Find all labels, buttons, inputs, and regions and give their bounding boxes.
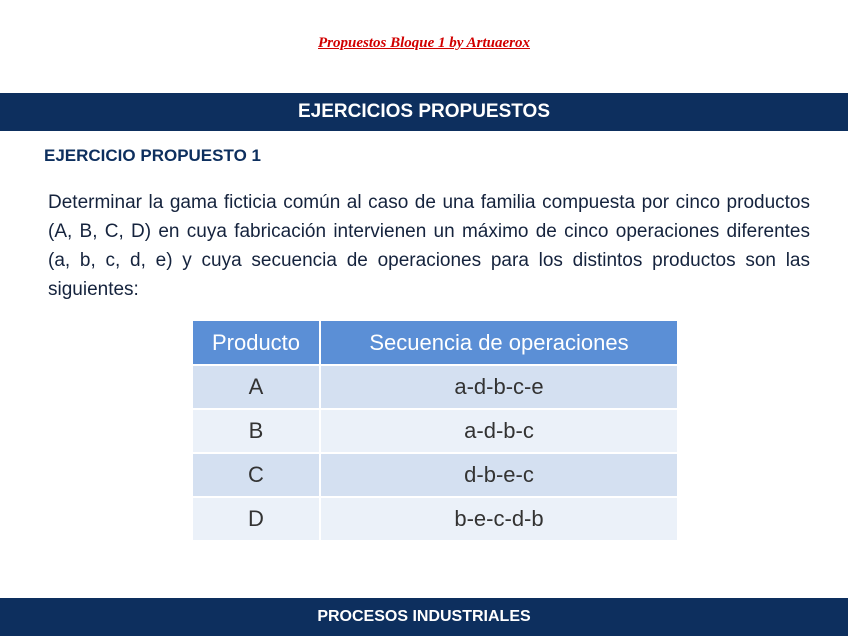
- footer-banner: [0, 598, 848, 636]
- table-header-row: [193, 321, 678, 365]
- cell-producto: B: [193, 409, 320, 453]
- table-row: [193, 409, 678, 453]
- cell-secuencia: a-d-b-c: [320, 409, 678, 453]
- header-secuencia: Secuencia de operaciones: [320, 321, 678, 365]
- table-row: [193, 365, 678, 409]
- header-producto: Producto: [193, 321, 320, 365]
- header-link[interactable]: Propuestos Bloque 1 by Artuaerox: [318, 35, 530, 51]
- table-row: [193, 497, 678, 540]
- footer-banner-title: PROCESOS INDUSTRIALES: [317, 608, 531, 625]
- cell-secuencia: d-b-e-c: [320, 453, 678, 497]
- exercise-title: EJERCICIO PROPUESTO 1: [44, 146, 261, 165]
- cell-producto: D: [193, 497, 320, 540]
- sequence-table: [193, 321, 679, 540]
- cell-secuencia: b-e-c-d-b: [320, 497, 678, 540]
- exercise-statement: Determinar la gama ficticia común al caso de una familia compuesta por cinco productos (A, B, C, D) en cuya fabricación intervienen un máximo de cinco operaciones diferentes (a, b, c, d, e) y cuya secuencia de operaciones para los distintos productos son las siguientes:: [48, 192, 810, 300]
- cell-secuencia: a-d-b-c-e: [320, 365, 678, 409]
- section-banner: [0, 93, 848, 131]
- cell-producto: C: [193, 453, 320, 497]
- table-row: [193, 453, 678, 497]
- section-banner-title: EJERCICIOS PROPUESTOS: [298, 101, 550, 122]
- cell-producto: A: [193, 365, 320, 409]
